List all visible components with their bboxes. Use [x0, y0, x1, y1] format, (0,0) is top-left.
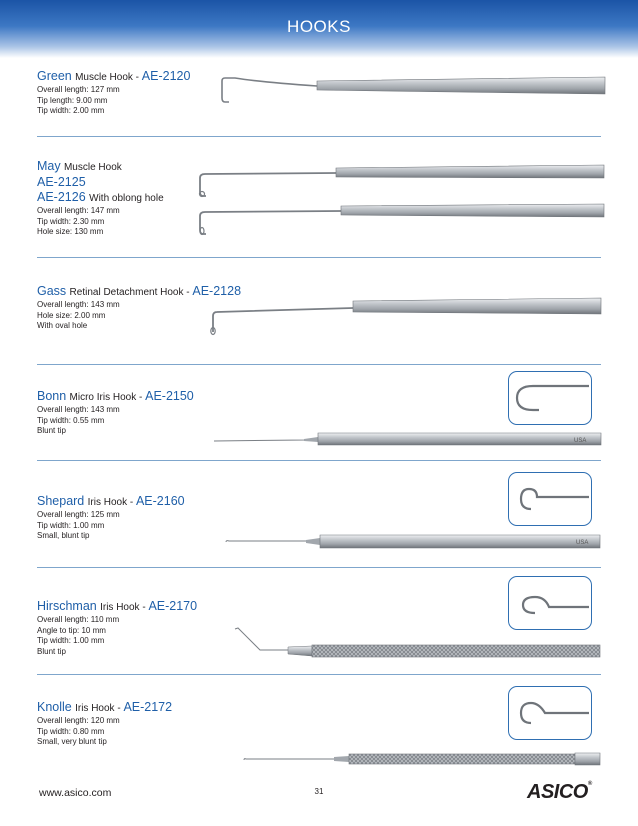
bonn-hook-instrument-image [214, 428, 604, 448]
handle-mark: USA [574, 438, 587, 444]
product-desc: Micro Iris Hook - [69, 392, 146, 403]
shepard-hook-instrument-image [226, 532, 604, 552]
product-name: May [37, 159, 61, 173]
product-name: Shepard [37, 494, 85, 508]
spec-line: Tip length: 9.00 mm [37, 95, 108, 105]
page-header-banner [0, 0, 638, 58]
green-hook-instrument-image [215, 68, 605, 108]
product-desc: Retinal Detachment Hook - [69, 287, 193, 298]
section-divider [37, 567, 601, 568]
section-divider [37, 674, 601, 675]
spec-line: Tip width: 1.00 mm [37, 636, 105, 645]
website-url: www.asico.com [39, 787, 112, 799]
knolle-hook-instrument-image [244, 749, 604, 767]
spec-line: Overall length: 120 mm [37, 716, 120, 725]
may-hook-instruments-image [196, 160, 606, 240]
spec-line: Small, blunt tip [37, 531, 90, 540]
gass-hook-instrument-image [205, 290, 605, 338]
product-desc: Iris Hook - [75, 703, 124, 714]
spec-line: Tip width: 0.55 mm [37, 415, 105, 425]
logo-text: ASICO [527, 781, 588, 803]
product-desc: Muscle Hook [63, 162, 122, 173]
hook-tip-detail-image [509, 687, 591, 739]
page-title: HOOKS [287, 17, 351, 36]
spec-line: Overall length: 127 mm [37, 85, 120, 94]
product-code: AE-2160 [135, 494, 185, 508]
section-divider [37, 257, 601, 258]
section-divider [37, 364, 601, 365]
spec-line: Overall length: 143 mm [37, 405, 120, 414]
spec-line: Overall length: 143 mm [37, 300, 120, 309]
spec-line: Overall length: 147 mm [37, 206, 120, 215]
logo-registered-mark: ® [587, 781, 592, 787]
spec-line: Tip width: 2.30 mm [37, 216, 105, 226]
spec-line: Tip width: 0.80 mm [37, 726, 105, 736]
hook-tip-detail-image [509, 577, 591, 629]
spec-line: With oval hole [37, 321, 88, 330]
tip-detail-inset [508, 576, 592, 630]
variant-code: AE-2125 [37, 175, 86, 189]
spec-line: Overall length: 110 mm [37, 615, 120, 624]
spec-line: Hole size: 130 mm [37, 227, 104, 236]
product-code: AE-2172 [123, 700, 173, 714]
product-name: Hirschman [37, 599, 97, 613]
section-divider [37, 136, 601, 137]
product-desc: Iris Hook - [100, 602, 149, 613]
product-name: Gass [37, 284, 67, 298]
product-code: AE-2128 [192, 284, 242, 298]
product-code: AE-2150 [145, 389, 194, 403]
tip-detail-inset [508, 686, 592, 740]
product-name: Knolle [37, 700, 72, 714]
page-number: 31 [314, 787, 324, 796]
variant-desc: With oblong hole [89, 193, 164, 204]
product-code: AE-2120 [141, 69, 191, 83]
spec-line: Small, very blunt tip [37, 737, 107, 746]
product-code: AE-2170 [148, 599, 198, 613]
spec-line: Blunt tip [37, 646, 66, 656]
product-desc: Muscle Hook - [75, 72, 142, 83]
spec-line: Overall length: 125 mm [37, 510, 120, 519]
spec-line: Hole size: 2.00 mm [37, 310, 106, 320]
product-name: Bonn [37, 389, 67, 403]
tip-detail-inset [508, 371, 592, 425]
spec-line: Angle to tip: 10 mm [37, 625, 106, 635]
spec-line: Tip width: 1.00 mm [37, 520, 105, 530]
product-name: Green [37, 69, 72, 83]
product-desc: Iris Hook - [87, 497, 136, 508]
section-divider [37, 460, 601, 461]
hook-tip-detail-image [509, 372, 591, 424]
handle-mark: USA [576, 540, 589, 546]
spec-line: Blunt tip [37, 426, 66, 435]
asico-logo [527, 781, 592, 804]
tip-detail-inset [508, 472, 592, 526]
variant-code: AE-2126 [37, 190, 86, 204]
spec-line: Tip width: 2.00 mm [37, 106, 105, 115]
hook-tip-detail-image [509, 473, 591, 525]
hirschman-hook-instrument-image [234, 626, 604, 660]
